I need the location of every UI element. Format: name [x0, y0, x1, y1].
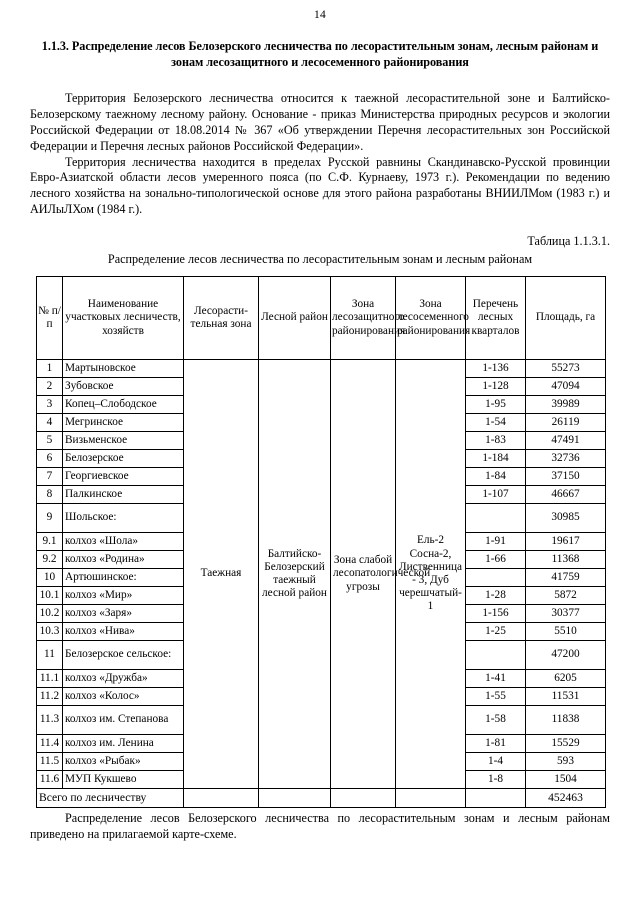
cell-forestry-name: МУП Кукшево — [63, 771, 184, 789]
cell-area: 26119 — [526, 414, 606, 432]
cell-row-number: 5 — [37, 432, 63, 450]
table-row — [37, 360, 606, 378]
cell-area: 11368 — [526, 551, 606, 569]
cell-row-number: 2 — [37, 378, 63, 396]
cell-total-zone — [184, 789, 259, 808]
cell-total-quarters — [466, 789, 526, 808]
cell-row-number: 6 — [37, 450, 63, 468]
cell-forestry-name: колхоз им. Ленина — [63, 735, 184, 753]
cell-row-number: 11.5 — [37, 753, 63, 771]
cell-row-number: 10.2 — [37, 605, 63, 623]
cell-area: 19617 — [526, 533, 606, 551]
cell-area: 5872 — [526, 587, 606, 605]
cell-forestry-name: Мартыновское — [63, 360, 184, 378]
column-header-region: Лесной район — [259, 277, 331, 360]
cell-forestry-name: колхоз «Дружба» — [63, 670, 184, 688]
cell-row-number: 11 — [37, 641, 63, 670]
cell-quarters: 1-156 — [466, 605, 526, 623]
column-header-protection: Зона лесозащитного районирования — [331, 277, 396, 360]
cell-row-number: 4 — [37, 414, 63, 432]
cell-forestry-name: колхоз им. Степанова — [63, 706, 184, 735]
cell-row-number: 9.1 — [37, 533, 63, 551]
cell-forestry-name: Шольское: — [63, 504, 184, 533]
cell-forestry-name: Белозерское сельское: — [63, 641, 184, 670]
table-total-row — [37, 789, 606, 808]
cell-forestry-name: Мегринское — [63, 414, 184, 432]
cell-area: 47491 — [526, 432, 606, 450]
table-body — [37, 360, 606, 808]
cell-quarters: 1-107 — [466, 486, 526, 504]
cell-row-number: 10.1 — [37, 587, 63, 605]
column-header-num: № п/п — [37, 277, 63, 360]
cell-quarters — [466, 504, 526, 533]
cell-forestry-name: Зубовское — [63, 378, 184, 396]
cell-row-number: 11.3 — [37, 706, 63, 735]
column-header-area: Площадь, га — [526, 277, 606, 360]
cell-row-number: 11.6 — [37, 771, 63, 789]
forest-distribution-table — [36, 276, 606, 808]
cell-area: 15529 — [526, 735, 606, 753]
cell-forestry-name: Белозерское — [63, 450, 184, 468]
cell-forestry-name: колхоз «Мир» — [63, 587, 184, 605]
cell-row-number: 8 — [37, 486, 63, 504]
table-number-label: Таблица 1.1.3.1. — [527, 234, 610, 249]
cell-quarters — [466, 569, 526, 587]
cell-forestry-name: Копец–Слободское — [63, 396, 184, 414]
cell-total-protection — [331, 789, 396, 808]
cell-area: 1504 — [526, 771, 606, 789]
column-header-zone: Лесорасти-тельная зона — [184, 277, 259, 360]
cell-forestry-name: Артюшинское: — [63, 569, 184, 587]
cell-quarters: 1-95 — [466, 396, 526, 414]
cell-quarters: 1-84 — [466, 468, 526, 486]
table-caption: Распределение лесов лесничества по лесорастительным зонам и лесным районам — [107, 252, 533, 267]
cell-vegetation-zone: Таежная — [184, 360, 259, 789]
cell-quarters: 1-58 — [466, 706, 526, 735]
cell-quarters: 1-4 — [466, 753, 526, 771]
closing-paragraph: Распределение лесов Белозерского лесничества по лесорастительным зонам и лесным районам приведено на прилагаемой карте-схеме. — [30, 811, 610, 841]
cell-total-label: Всего по лесничеству — [37, 789, 184, 808]
column-header-name: Наименование участковых лесничеств, хозяйств — [63, 277, 184, 360]
cell-row-number: 3 — [37, 396, 63, 414]
cell-quarters: 1-128 — [466, 378, 526, 396]
table-header-row — [37, 277, 606, 360]
cell-quarters: 1-91 — [466, 533, 526, 551]
cell-forestry-name: колхоз «Нива» — [63, 623, 184, 641]
column-header-quarters: Перечень лесных кварталов — [466, 277, 526, 360]
cell-quarters: 1-54 — [466, 414, 526, 432]
cell-total-area: 452463 — [526, 789, 606, 808]
cell-row-number: 11.4 — [37, 735, 63, 753]
cell-row-number: 11.1 — [37, 670, 63, 688]
cell-forestry-name: колхоз «Колос» — [63, 688, 184, 706]
cell-area: 593 — [526, 753, 606, 771]
document-page — [0, 9, 640, 914]
cell-total-seed — [396, 789, 466, 808]
cell-area: 5510 — [526, 623, 606, 641]
cell-quarters: 1-66 — [466, 551, 526, 569]
cell-area: 47094 — [526, 378, 606, 396]
cell-row-number: 1 — [37, 360, 63, 378]
cell-forestry-name: Визьменское — [63, 432, 184, 450]
cell-forestry-name: колхоз «Рыбак» — [63, 753, 184, 771]
cell-area: 47200 — [526, 641, 606, 670]
cell-total-region — [259, 789, 331, 808]
page-number: 14 — [314, 9, 326, 21]
cell-quarters: 1-8 — [466, 771, 526, 789]
cell-quarters: 1-81 — [466, 735, 526, 753]
cell-area: 37150 — [526, 468, 606, 486]
page-title: 1.1.3. Распределение лесов Белозерского лесничества по лесорастительным зонам, лесным районам и зонам лесозащитного и лесосеменного районирования — [41, 39, 599, 70]
cell-area: 39989 — [526, 396, 606, 414]
cell-seed-zone: Ель-2 Сосна-2, Лиственница - 3, Дуб черешчатый- 1 — [396, 360, 466, 789]
cell-area: 30377 — [526, 605, 606, 623]
cell-row-number: 10 — [37, 569, 63, 587]
cell-row-number: 10.3 — [37, 623, 63, 641]
cell-forestry-name: колхоз «Родина» — [63, 551, 184, 569]
cell-row-number: 9.2 — [37, 551, 63, 569]
cell-forestry-name: колхоз «Заря» — [63, 605, 184, 623]
cell-quarters: 1-83 — [466, 432, 526, 450]
cell-row-number: 9 — [37, 504, 63, 533]
cell-quarters: 1-28 — [466, 587, 526, 605]
paragraph-1: Территория Белозерского лесничества относится к таежной лесорастительной зоне и Балтийско-Белозерскому таежному лесному району. Основание - приказ Министерства природных ресурсов и экологии Российской Федерации от 18.08.2014 № 367 «Об утверждении Перечня лесорастительных зон Российской Федерации и Перечня лесных районов Российской Федерации». — [30, 91, 610, 153]
cell-quarters: 1-41 — [466, 670, 526, 688]
cell-area: 6205 — [526, 670, 606, 688]
cell-quarters: 1-25 — [466, 623, 526, 641]
cell-forestry-name: Палкинское — [63, 486, 184, 504]
cell-quarters: 1-184 — [466, 450, 526, 468]
cell-area: 55273 — [526, 360, 606, 378]
cell-forest-region: Балтийско-Белозерский таежный лесной район — [259, 360, 331, 789]
cell-area: 11838 — [526, 706, 606, 735]
cell-area: 11531 — [526, 688, 606, 706]
cell-area: 41759 — [526, 569, 606, 587]
cell-row-number: 11.2 — [37, 688, 63, 706]
column-header-seed: Зона лесосеменного районирования — [396, 277, 466, 360]
paragraph-2: Территория лесничества находится в пределах Русской равнины Скандинавско-Русской провинции Евро-Азиатской области лесов умеренного пояса (по С.Ф. Курнаеву, 1973 г.). Рекомендации по ведению лесного хозяйства на зонально-типологической основе для этого района разработаны ВНИИЛМом (1983 г.) и АИЛыЛХом (1984 г.). — [30, 154, 610, 217]
cell-quarters — [466, 641, 526, 670]
cell-quarters: 1-136 — [466, 360, 526, 378]
cell-area: 46667 — [526, 486, 606, 504]
cell-protection-zone: Зона слабой лесопатологической угрозы — [331, 360, 396, 789]
cell-area: 32736 — [526, 450, 606, 468]
cell-area: 30985 — [526, 504, 606, 533]
cell-forestry-name: Георгиевское — [63, 468, 184, 486]
cell-quarters: 1-55 — [466, 688, 526, 706]
cell-forestry-name: колхоз «Шола» — [63, 533, 184, 551]
cell-row-number: 7 — [37, 468, 63, 486]
